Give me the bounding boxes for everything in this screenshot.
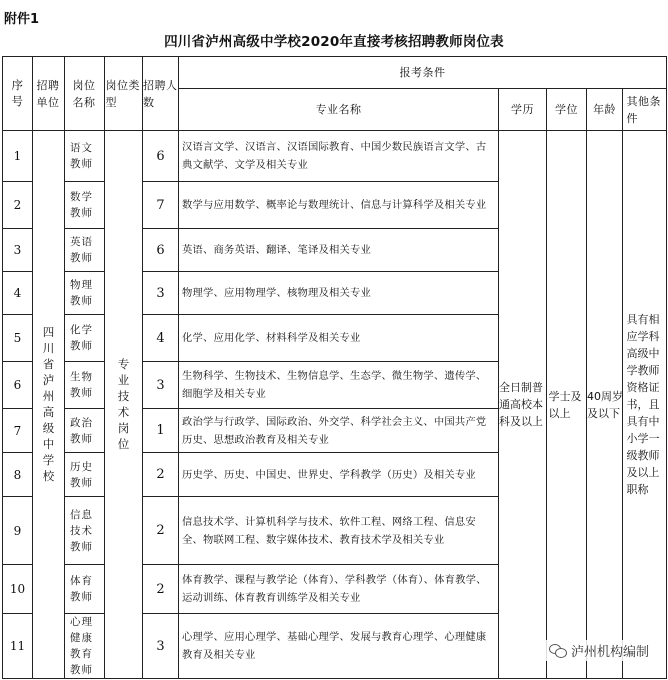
row-count: 6 xyxy=(143,229,179,272)
row-major: 历史学、历史、中国史、世界史、学科教学（历史）及相关专业 xyxy=(179,453,499,497)
row-post: 数学教师 xyxy=(65,182,105,229)
row-major: 数学与应用数学、概率论与数理统计、信息与计算科学及相关专业 xyxy=(179,182,499,229)
row-count: 4 xyxy=(143,315,179,362)
row-major: 生物科学、生物技术、生物信息学、生态学、微生物学、遗传学、细胞学及相关专业 xyxy=(179,362,499,409)
row-major: 化学、应用化学、材料科学及相关专业 xyxy=(179,315,499,362)
watermark-text: 泸州机构编制 xyxy=(570,645,649,660)
row-count: 3 xyxy=(143,614,179,679)
other-cell: 具有相应学科高级中学教师资格证书，且具有中小学一级教师及以上职称 xyxy=(623,131,667,679)
row-post: 生物教师 xyxy=(65,362,105,409)
degree-cell: 学士及以上 xyxy=(547,131,587,679)
post-type-cell: 专业技术岗位 xyxy=(105,131,143,679)
row-seq: 4 xyxy=(3,272,33,315)
row-post: 物理教师 xyxy=(65,272,105,315)
row-seq: 6 xyxy=(3,362,33,409)
header-major: 专业名称 xyxy=(179,89,499,131)
row-count: 3 xyxy=(143,362,179,409)
row-post: 政治教师 xyxy=(65,409,105,453)
row-post: 历史教师 xyxy=(65,453,105,497)
row-seq: 1 xyxy=(3,131,33,182)
row-post: 信息技术教师 xyxy=(65,497,105,565)
row-count: 7 xyxy=(143,182,179,229)
row-major: 物理学、应用物理学、核物理及相关专业 xyxy=(179,272,499,315)
header-education: 学历 xyxy=(499,89,547,131)
row-count: 2 xyxy=(143,565,179,614)
header-count: 招聘人数 xyxy=(143,57,179,131)
row-seq: 5 xyxy=(3,315,33,362)
row-major: 汉语言文学、汉语言、汉语国际教育、中国少数民族语言文学、古典文献学、文学及相关专业 xyxy=(179,131,499,182)
row-seq: 10 xyxy=(3,565,33,614)
header-post-name: 岗位名称 xyxy=(65,57,105,131)
row-seq: 11 xyxy=(3,614,33,679)
unit-cell: 四川省泸州高级中学校 xyxy=(33,131,65,679)
row-seq: 2 xyxy=(3,182,33,229)
age-cell: 40周岁及以下 xyxy=(587,131,623,679)
header-other: 其他条件 xyxy=(623,89,667,131)
row-major: 政治学与行政学、国际政治、外交学、科学社会主义、中国共产党历史、思想政治教育及相关专业 xyxy=(179,409,499,453)
row-seq: 7 xyxy=(3,409,33,453)
attachment-label: 附件1 xyxy=(4,12,40,27)
row-count: 6 xyxy=(143,131,179,182)
row-major: 体育教学、课程与教学论（体育）、学科教学（体育）、体育教学、运动训练、体育教育训练学及相关专业 xyxy=(179,565,499,614)
recruitment-table xyxy=(2,56,667,679)
row-count: 1 xyxy=(143,409,179,453)
row-post: 化学教师 xyxy=(65,315,105,362)
row-post: 英语教师 xyxy=(65,229,105,272)
row-major: 心理学、应用心理学、基础心理学、发展与教育心理学、心理健康教育及相关专业 xyxy=(179,614,499,679)
header-post-type: 岗位类型 xyxy=(105,57,143,131)
wechat-icon xyxy=(549,644,567,658)
row-count: 3 xyxy=(143,272,179,315)
row-post: 体育教师 xyxy=(65,565,105,614)
row-post: 心理健康教育教师 xyxy=(65,614,105,679)
row-major: 信息技术学、计算机科学与技术、软件工程、网络工程、信息安全、物联网工程、数字媒体技术、教育技术学及相关专业 xyxy=(179,497,499,565)
header-unit: 招聘单位 xyxy=(33,57,65,131)
header-seq: 序号 xyxy=(3,57,33,131)
row-major: 英语、商务英语、翻译、笔译及相关专业 xyxy=(179,229,499,272)
row-seq: 3 xyxy=(3,229,33,272)
row-seq: 9 xyxy=(3,497,33,565)
header-age: 年龄 xyxy=(587,89,623,131)
row-post: 语文教师 xyxy=(65,131,105,182)
row-count: 2 xyxy=(143,497,179,565)
education-cell: 全日制普通高校本科及以上 xyxy=(499,131,547,679)
page-title: 四川省泸州高级中学校2020年直接考核招聘教师岗位表 xyxy=(164,34,504,50)
row-count: 2 xyxy=(143,453,179,497)
header-degree: 学位 xyxy=(547,89,587,131)
row-seq: 8 xyxy=(3,453,33,497)
header-conditions: 报考条件 xyxy=(179,57,667,89)
watermark xyxy=(546,640,652,661)
table-row xyxy=(3,131,667,182)
